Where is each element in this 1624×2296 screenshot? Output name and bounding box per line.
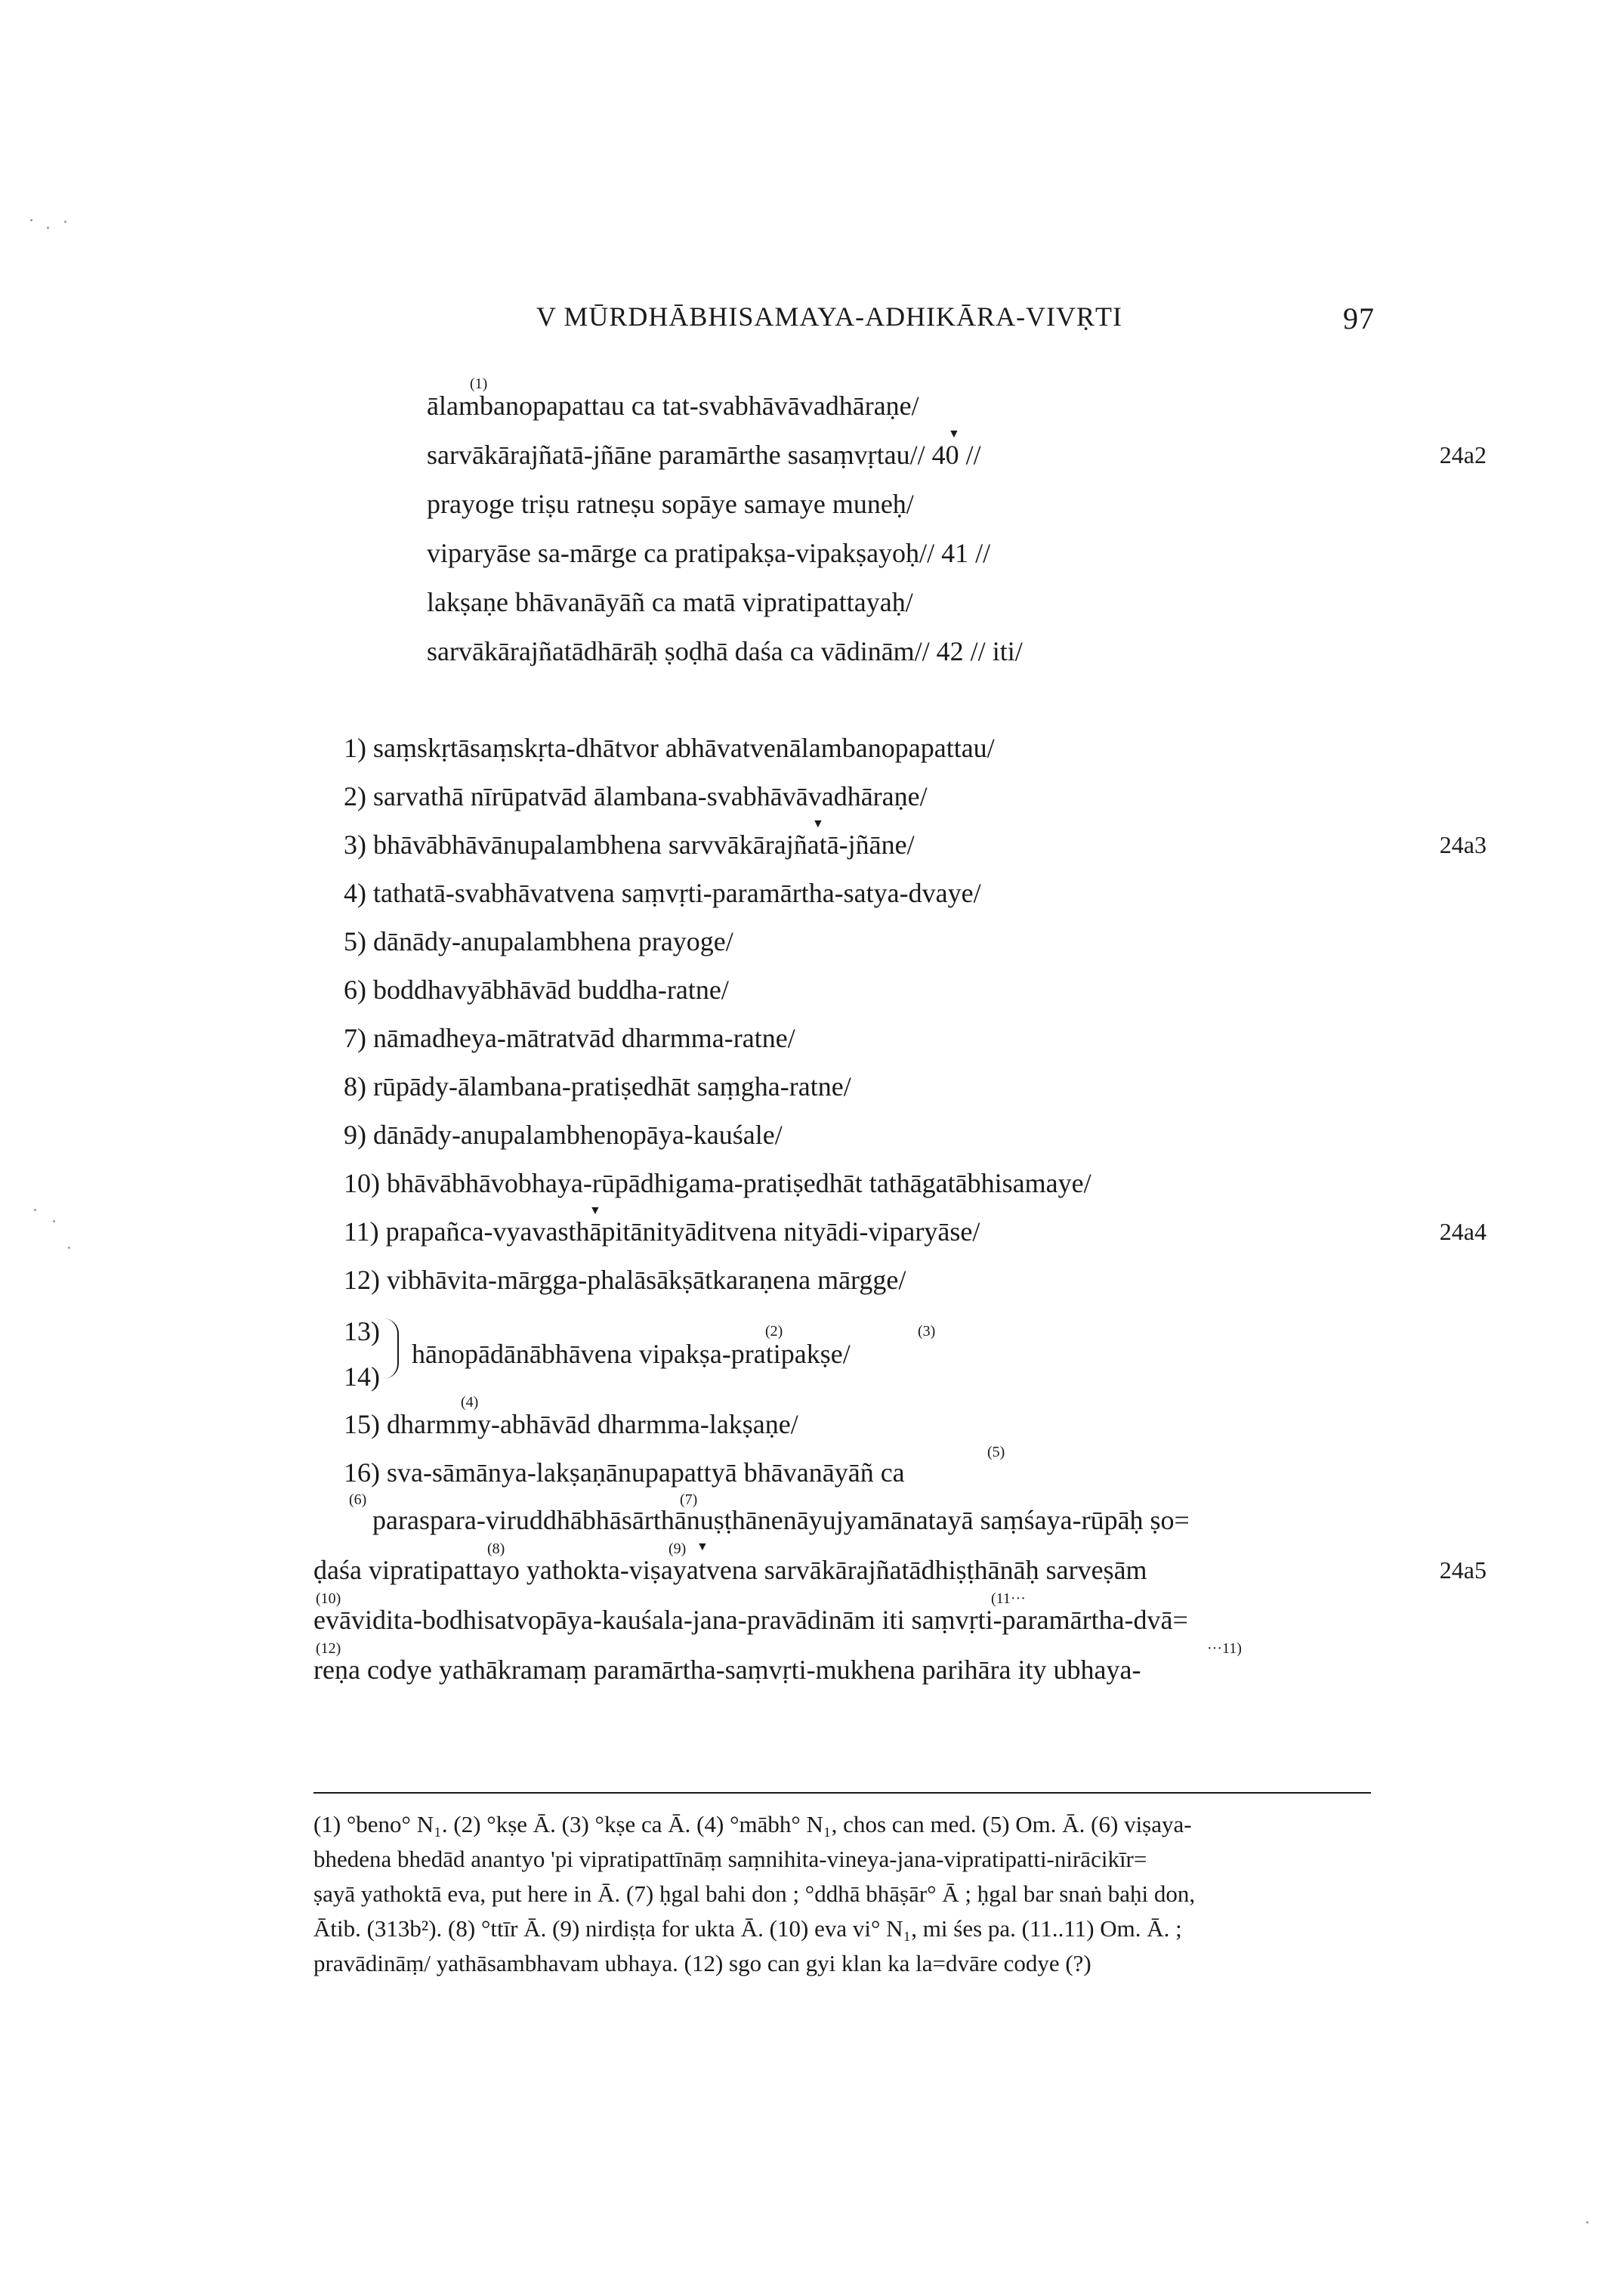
item-13-label: 13): [344, 1316, 380, 1346]
margin-folio-ref: 24a4: [1439, 1218, 1487, 1245]
note-mark-9: (9): [668, 1540, 687, 1557]
footnote-line: (1) °beno° N₁. (2) °kṣe Ā. (3) °kṣe ca Ā. (4) °mābh° N₁, chos can med. (5) Om. Ā. (6) viṣaya-: [313, 1811, 1192, 1837]
commentary-item: 12) vibhāvita-mārgga-phalāsākṣātkaraṇena mārgge/: [344, 1265, 906, 1295]
grouping-brace: [384, 1318, 399, 1379]
commentary-item: 2) sarvathā nīrūpatvād ālambana-svabhāvāvadhāraṇe/: [344, 781, 928, 811]
scan-speck: [64, 221, 66, 223]
note-mark-1: (1): [470, 375, 488, 392]
prose-line: evāvidita-bodhisatvopāya-kauśala-jana-pravādinām iti saṃvṛti-paramārtha-dvā=: [313, 1605, 1188, 1635]
page-number: 97: [1343, 301, 1375, 335]
scan-speck: [53, 1220, 55, 1222]
note-mark-2: (2): [765, 1323, 783, 1340]
verse-line: sarvākārajñatādhārāḥ ṣoḍhā daśa ca vādinām// 42 // iti/: [427, 636, 1023, 666]
prose-line: ḍaśa vipratipattayo yathokta-viṣayatvena sarvākārajñatādhiṣṭhānāḥ sarveṣām: [313, 1555, 1147, 1585]
commentary-item: 8) rūpādy-ālambana-pratiṣedhāt saṃgha-ratne/: [344, 1071, 851, 1102]
footnote-line: Ātib. (313b²). (8) °ttīr Ā. (9) nirdiṣṭa for ukta Ā. (10) eva vi° N₁, mi śes pa. (11..11) Om. Ā. ;: [313, 1915, 1182, 1942]
verse-line: sarvākārajñatā-jñāne paramārthe sasaṃvṛtau// 40 //: [427, 440, 981, 470]
break-mark: ▼: [589, 1204, 601, 1217]
commentary-item: hānopādānābhāvena vipakṣa-pratipakṣe/: [412, 1339, 851, 1369]
item-14-label: 14): [344, 1361, 380, 1392]
commentary-item: 6) boddhavyābhāvād buddha-ratne/: [344, 975, 729, 1005]
scan-speck: [30, 219, 32, 221]
footnote-rule: [313, 1792, 1371, 1794]
running-header: [536, 301, 1375, 338]
note-mark-8: (8): [487, 1540, 505, 1557]
note-mark-3: (3): [918, 1323, 936, 1340]
footnote-line: ṣayā yathoktā eva, put here in Ā. (7) ḥgal bahi don ; °ddhā bhāṣār° Ā ; ḥgal bar snaṅ baḥi don,: [313, 1880, 1196, 1907]
commentary-item: 3) bhāvābhāvānupalambhena sarvvākārajñatā-jñāne/: [344, 830, 915, 860]
verse-line: viparyāse sa-mārge ca pratipakṣa-vipakṣayoḥ// 41 //: [427, 538, 991, 568]
scan-speck: [34, 1209, 36, 1211]
prose-line: paraspara-viruddhābhāsārthānuṣṭhānenāyujyamānatayā saṃśaya-rūpāḥ ṣo=: [372, 1505, 1190, 1535]
scan-speck: [68, 1247, 70, 1249]
verse-line: lakṣaṇe bhāvanāyāñ ca matā vipratipattayaḥ/: [427, 587, 913, 617]
verse-line: prayoge triṣu ratneṣu sopāye samaye muneḥ/: [427, 489, 914, 519]
commentary-item: 10) bhāvābhāvobhaya-rūpādhigama-pratiṣedhāt tathāgatābhisamaye/: [344, 1168, 1091, 1198]
note-mark-12: (12): [316, 1640, 341, 1657]
chapter-title: V MŪRDHĀBHISAMAYA-ADHIKĀRA-VIVṚTI: [536, 301, 1123, 332]
commentary-item: 7) nāmadheya-mātratvād dharmma-ratne/: [344, 1023, 795, 1053]
commentary-item: 15) dharmmy-abhāvād dharmma-lakṣaṇe/: [344, 1409, 798, 1439]
note-mark-11: (11···: [991, 1590, 1026, 1607]
margin-folio-ref: 24a3: [1439, 831, 1487, 858]
footnote-line: pravādināṃ/ yathāsambhavam ubhaya. (12) sgo can gyi klan ka la=dvāre codye (?): [313, 1950, 1091, 1976]
scan-speck: [47, 227, 49, 229]
commentary-item: 5) dānādy-anupalambhena prayoge/: [344, 926, 733, 956]
commentary-item: 9) dānādy-anupalambhenopāya-kauśale/: [344, 1120, 783, 1150]
commentary-item: 11) prapañca-vyavasthāpitānityāditvena nityādi-viparyāse/: [344, 1216, 980, 1247]
note-mark-5: (5): [987, 1444, 1005, 1460]
margin-folio-ref: 24a5: [1439, 1556, 1487, 1584]
commentary-item: 4) tathatā-svabhāvatvena saṃvṛti-paramārtha-satya-dvaye/: [344, 878, 981, 908]
note-mark-7: (7): [680, 1491, 698, 1508]
commentary-item: 1) saṃskṛtāsaṃskṛta-dhātvor abhāvatvenālambanopapattau/: [344, 733, 995, 763]
note-mark-4: (4): [461, 1394, 479, 1411]
footnote-line: bhedena bhedād anantyo 'pi vipratipattīnāṃ saṃnihita-vineya-jana-vipratipatti-nirācikīr=: [313, 1846, 1147, 1872]
note-mark-11-end: ···11): [1207, 1640, 1242, 1657]
break-mark: ▼: [948, 428, 960, 440]
prose-line: reṇa codye yathākramaṃ paramārtha-saṃvṛti-mukhena parihāra ity ubhaya-: [313, 1655, 1141, 1685]
margin-folio-ref: 24a2: [1439, 441, 1487, 468]
break-mark: ▼: [812, 817, 824, 830]
note-mark-6: (6): [349, 1491, 367, 1508]
note-mark-10: (10): [316, 1590, 341, 1607]
scan-speck: [1586, 2221, 1588, 2223]
commentary-item: 16) sva-sāmānya-lakṣaṇānupapattyā bhāvanāyāñ ca: [344, 1457, 905, 1488]
break-mark: ▼: [696, 1540, 709, 1553]
verse-line: ālambanopapattau ca tat-svabhāvāvadhāraṇe/: [427, 391, 919, 421]
